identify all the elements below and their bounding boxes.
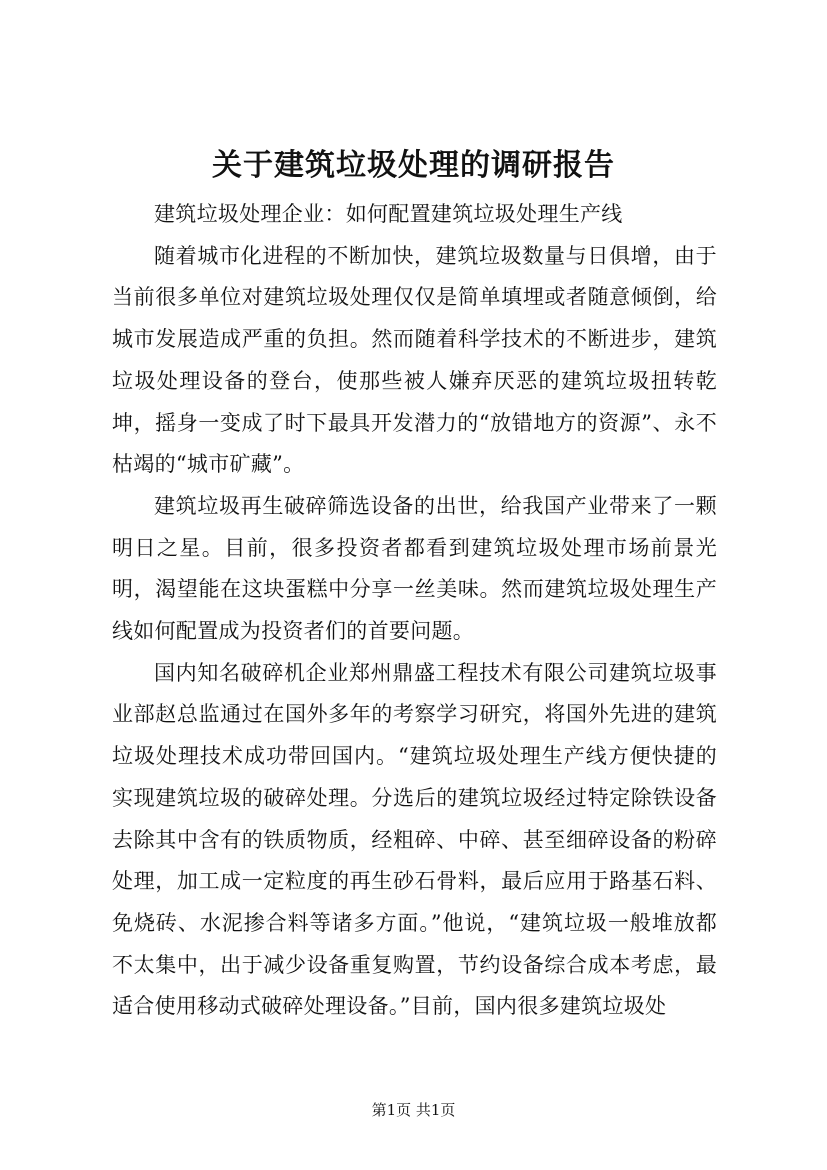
page-footer: 第1页 共1页 (371, 1101, 456, 1119)
document-body (112, 194, 717, 1028)
paragraph-3: 国内知名破碎机企业郑州鼎盛工程技术有限公司建筑垃圾事业部赵总监通过在国外多年的考察学习研究，将国外先进的建筑垃圾处理技术成功带回国内。“建筑垃圾处理生产线方便快捷的实现建筑垃圾的破碎处理。分选后的建筑垃圾经过特定除铁设备去除其中含有的铁质物质，经粗碎、中碎、甚至细碎设备的粉碎处理，加工成一定粒度的再生砂石骨料，最后应用于路基石料、免烧砖、水泥掺合料等诸多方面。”他说，“建筑垃圾一般堆放都不太集中，出于减少设备重复购置，节约设备综合成本考虑，最适合使用移动式破碎处理设备。”目前，国内很多建筑垃圾处 (112, 660, 717, 1019)
paragraph-2: 建筑垃圾再生破碎筛选设备的出世，给我国产业带来了一颗明日之星。目前，很多投资者都看到建筑垃圾处理市场前景光明，渴望能在这块蛋糕中分享一丝美味。然而建筑垃圾处理生产线如何配置成为投资者们的首要问题。 (112, 493, 717, 644)
document-title: 关于建筑垃圾处理的调研报告 (212, 148, 615, 183)
paragraph-1: 随着城市化进程的不断加快，建筑垃圾数量与日俱增，由于当前很多单位对建筑垃圾处理仅仅是简单填埋或者随意倾倒，给城市发展造成严重的负担。然而随着科学技术的不断进步，建筑垃圾处理设备的登台，使那些被人嫌弃厌恶的建筑垃圾扭转乾坤，摇身一变成了时下最具开发潜力的“放错地方的资源”、永不枯竭的“城市矿藏”。 (112, 243, 717, 477)
paragraph-subtitle: 建筑垃圾处理企业：如何配置建筑垃圾处理生产线 (154, 202, 623, 226)
